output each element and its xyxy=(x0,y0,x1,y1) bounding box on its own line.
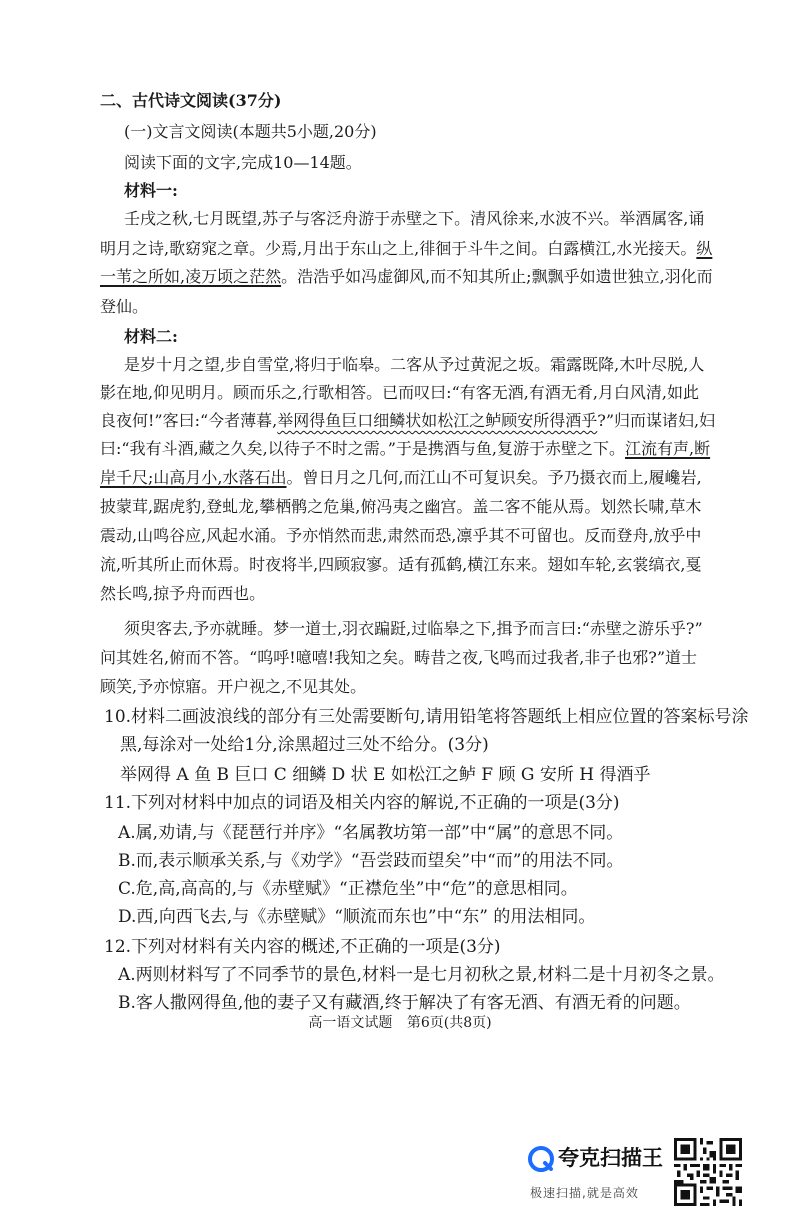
text-run: 良夜何!”客曰:“今者薄暮, xyxy=(100,411,278,430)
question-12-option-b: B.客人撒网得鱼,他的妻子又有藏酒,终于解决了有客无酒、有酒无肴的问题。 xyxy=(118,993,691,1013)
question-11-option-c: C.危,高,高高的,与《赤壁赋》“正襟危坐”中“危”的意思相同。 xyxy=(118,879,578,899)
material2-line xyxy=(100,410,715,432)
material1-line: 登仙。 xyxy=(100,297,149,316)
material2-line: 流,听其所止而休焉。时夜将半,四顾寂寥。适有孤鹤,横江东来。翅如车轮,玄裳缟衣,戛 xyxy=(100,555,702,574)
subsection-title: (一)文言文阅读(本题共5小题,20分) xyxy=(124,122,377,141)
material2-line: 然长鸣,掠予舟而西也。 xyxy=(100,584,266,603)
material2-line xyxy=(100,438,710,460)
material1-line xyxy=(100,238,712,260)
material1-line xyxy=(100,266,713,288)
question-11-option-d: D.西,向西飞去,与《赤壁赋》“顺流而东也”中“东” 的用法相同。 xyxy=(118,907,596,927)
underlined-text: 纵 xyxy=(696,239,713,258)
underlined-text: 岸千尺;山高月小,水落石出 xyxy=(100,468,287,487)
quark-logo-icon xyxy=(528,1146,554,1172)
question-12-option-a: A.两则材料写了不同季节的景色,材料一是七月初秋之景,材料二是十月初冬之景。 xyxy=(118,965,725,985)
section-title: 二、古代诗文阅读(37分) xyxy=(100,91,282,110)
question-10-stem: 黑,每涂对一处给1分,涂黑超过三处不给分。(3分) xyxy=(120,735,489,755)
question-12-stem: 12.下列对材料有关内容的概述,不正确的一项是(3分) xyxy=(104,937,501,957)
text-run: 曰:“我有斗酒,藏之久矣,以待子不时之需。”于是携酒与鱼,复游于赤壁之下。 xyxy=(100,439,626,458)
question-10-stem: 10.材料二画波浪线的部分有三处需要断句,请用铅笔将答题纸上相应位置的答案标号涂 xyxy=(104,707,749,727)
text-run: ?”归而谋诸妇,妇 xyxy=(597,411,716,430)
text-run: 。曾日月之几何,而江山不可复识矣。予乃摄衣而上,履巉岩, xyxy=(286,468,702,487)
material2-line: 顾笑,予亦惊寤。开户视之,不见其处。 xyxy=(100,677,367,696)
instruction: 阅读下面的文字,完成10—14题。 xyxy=(124,153,362,172)
material1-label: 材料一: xyxy=(124,181,178,200)
footer-subject: 高一语文试题 xyxy=(308,1015,393,1031)
material2-line: 影在地,仰见明月。顾而乐之,行歌相答。已而叹曰:“有客无酒,有酒无肴,月白风清,如此 xyxy=(100,383,700,402)
material2-line xyxy=(100,467,702,489)
qr-code-icon xyxy=(674,1138,742,1206)
text-run: 。浩浩乎如冯虚御风,而不知其所止;飘飘乎如遗世独立,羽化而 xyxy=(281,267,713,286)
underlined-text: 一苇之所如,凌万顷之茫然 xyxy=(100,267,282,286)
question-11-option-b: B.而,表示顺承关系,与《劝学》“吾尝跂而望矣”中“而”的用法不同。 xyxy=(118,851,624,871)
material1-line: 壬戌之秋,七月既望,苏子与客泛舟游于赤壁之下。清风徐来,水波不兴。举酒属客,诵 xyxy=(124,209,705,228)
question-11-stem: 11.下列对材料中加点的词语及相关内容的解说,不正确的一项是(3分) xyxy=(104,793,620,813)
text-run: 明月之诗,歌窈窕之章。少焉,月出于东山之上,徘徊于斗牛之间。白露横江,水光接天。 xyxy=(100,239,697,258)
wavy-underlined-text: 举网得鱼巨口细鳞状如松江之鲈顾安所得酒乎 xyxy=(277,411,598,430)
material2-line: 须臾客去,予亦就睡。梦一道士,羽衣蹁跹,过临皋之下,揖予而言曰:“赤壁之游乐乎?” xyxy=(124,619,703,638)
page-footer xyxy=(0,1012,800,1032)
underlined-text: 江流有声,断 xyxy=(625,439,711,458)
material2-line: 披蒙茸,踞虎豹,登虬龙,攀栖鹘之危巢,俯冯夷之幽宫。盖二客不能从焉。划然长啸,草木 xyxy=(100,497,702,516)
footer-page-number: 第6页(共8页) xyxy=(406,1015,492,1031)
material2-line: 是岁十月之望,步自雪堂,将归于临皋。二客从予过黄泥之坂。霜露既降,木叶尽脱,人 xyxy=(124,355,705,374)
question-11-option-a: A.属,劝请,与《琵琶行并序》“名属教坊第一部”中“属”的意思不同。 xyxy=(118,823,624,843)
question-10-choices: 举网得 A 鱼 B 巨口 C 细鳞 D 状 E 如松江之鲈 F 顾 G 安所 H 得酒乎 xyxy=(120,765,651,785)
material2-label: 材料二: xyxy=(124,327,178,346)
material2-line: 震动,山鸣谷应,风起水涌。予亦悄然而悲,肃然而恐,凛乎其不可留也。反而登舟,放乎中 xyxy=(100,526,702,545)
brand-tagline: 极速扫描,就是高效 xyxy=(530,1186,639,1200)
material2-line: 问其姓名,俯而不答。“呜呼!噫嘻!我知之矣。畴昔之夜,飞鸣而过我者,非子也邪?”道士 xyxy=(100,648,698,667)
brand-name: 夸克扫描王 xyxy=(558,1146,663,1170)
scanner-watermark xyxy=(528,1140,668,1210)
